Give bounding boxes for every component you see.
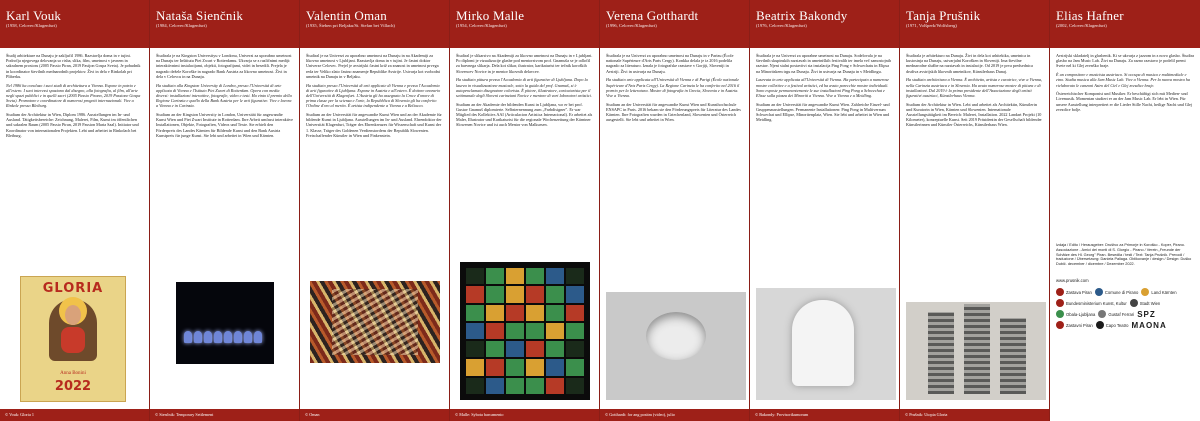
bio-german: Studium an der Kingston University in London, Universität für angewandte Kunst Wien und Piet Zwart Institute in Rotterdam. Ihre Arbeit umfasst interaktive Installationen, Objekte, Fotografien, Videos und Texte. Sie erhielt den Förderpreis des Landes Kärnten für Bildende Kunst und den Bank Austria Kunstpreis für junge Kunst. Sie lebt und arbeitet in Wien und Kärnten. bbox=[156, 112, 293, 138]
panel-header bbox=[750, 0, 899, 48]
bio-italian: Ha studiato alla Kingston University di Londra, presso l'Università di arte applicata di Vienna e l'Istituto Piet Zwart di Rotterdam. Opera con media diversi: installazioni interattive, fotografie, video e testi. Ha vinto il premio della Regione Carinzia e quello della Bank Austria per le arti figurative. Vive e lavora a Vienna e in Carinzia. bbox=[156, 82, 292, 109]
artist-name: Elias Hafner bbox=[1056, 8, 1124, 23]
artist-birth: (1935, Šteben pri Beljaku/St. Stefan bei Villach) bbox=[306, 23, 395, 28]
bio-italian: Nel 1986 ha concluso i suoi studi di architettura a Vienna. Espone in patria e all'estero. I suoi interessi spaziano dal disegno, alla fotografia, al film, all'arte negli spazi pubblici e in quelli sacri (2005 Passio Pirano, 2019 Passione Gospa Sveta). Promotore e coordinatore di numerosi progetti internazionali. Vive a Rinkole presso Bleiburg. bbox=[6, 82, 141, 109]
photo-caption: © Malle: Sybota barcamento bbox=[450, 409, 600, 421]
bio-slovene: Študiral je slikarstvo na Akademiji za likovno umetnost na Dunaju in v Ljubljani. Po diplomi je vizualizacije glasbe pod mentorstvom prof. Gnamuša se je odločil za barvnega slikarja. Dela kot slikar, ilustrator, karikaturist ter tečnik koroških Slovencev Novice in je mentor likovnih delavcev. bbox=[456, 53, 593, 74]
tower-sculpture bbox=[1000, 318, 1026, 394]
bio-italian: Laureata in arte applicata all'Università di Vienna. Ha partecipato a numerose mostre collettive e a festival artistici, ed ha avuto parecchie mostre individuali. Sono esposte permanentemente le sue installazioni Ping Pong a Schwechat e Elisse sulla piazza dei Minoriti a Vienna. Vive a Vienna e a Meidling. bbox=[756, 77, 889, 98]
panel-header bbox=[1050, 0, 1200, 48]
tower-sculpture bbox=[928, 312, 954, 394]
artwork-image bbox=[310, 281, 440, 363]
bio-german: Österreichischer Komponist und Musiker. Er beschäftigt sich mit Medien- und Livemusik. Momentan studiert er an der Jam Music Lab. Er lebt in Wien. Für unsere Ausstellung interpretiert er die Lieder Stille Nacht, heilige Nacht und Glej zvezdice bolje. bbox=[1056, 91, 1193, 112]
photo-caption: © Bakondy: Provisorikumorum bbox=[750, 409, 900, 421]
sponsor-logo: Bundesministerium Kunst, Kultur bbox=[1056, 299, 1127, 307]
bio-slovene: Študirala je na Univerzi za uporabne umetnost na Dunaju. Sodelovala je na številnih skupinskih razstavah in umetniških festivalih ter imela več samostojnih razstav. Njeni stalni postavitvi sta instalacija Ping Pong v Schwechatu in Elipsa na Minoritskem trgu na Dunaju. Živi in ustvarja na Dunaju in v Meidlingu. bbox=[756, 53, 892, 74]
artwork-title: GLORIA bbox=[42, 281, 104, 296]
bio-slovene: Avstrijski skladatelj in glasbenik. Ki se ukvarja z jazzom in z novo glasbo. Študira glasbo na Jam Music Lab. Živi na Dunaju. Za razno razstavo je podelil premi Svete nel ki Glej zvenško braje. bbox=[1056, 53, 1194, 69]
panel-header bbox=[150, 0, 299, 48]
tower-sculpture bbox=[964, 304, 990, 394]
artwork-image bbox=[606, 292, 746, 400]
bio-slovene: Študij arhitekture na Dunaju je zaključil 1986. Razstavlja doma in v tujini. Področja njegovega delovanja so risba, slika, film, umetnost v javnem in sakralnem prostoru (2005 Passio Piran, 2019 Pasijon Gospa Sveta). Je pobudnik in koordinator številnih mednarodnih projektov. Živi in dela v Rinkolah pri Pliberku. bbox=[6, 53, 141, 79]
artwork-image bbox=[460, 262, 590, 400]
photo-caption: © Gotthardt: for ang positm (video), julio bbox=[600, 409, 750, 421]
artist-panel-prusnik bbox=[900, 0, 1050, 421]
bio-slovene: Študirala je na Univerzi za uporabno umetnost na Dunaju in v Parizu (École nationale Supérieure d'Arts Paris Cergy). Konkka delala je iz 2016 podelila nagrado za literaturo. Iznala je fotografske razstave v Gorjiji, Sloveniji in Avstriji. Živi in ustvarja na Dunaju. bbox=[606, 53, 734, 74]
sponsor-logo: Stadt Wien bbox=[1130, 299, 1160, 307]
sponsor-logo: Zastavni Piran bbox=[1056, 321, 1093, 329]
photo-caption: © Sienčnik: Temporary Settlement bbox=[150, 409, 300, 421]
bio-german: Studium der Architektur in Wien. Lebt und arbeitet als Architektin, Künstlerin und Kuratorin in Wien, Kärnten und Slowenien. Internationale Ausstellungstätigkeit im Bereich: Malerei, Installation. 2022 Landart Projekt (10 Kilometer), konzeptuelle Kunst. Seit 2019 Präsidentin der Gesellschaft bildender Künstlerinnen und Künstler Österreichs, Künstlerhaus Wien. bbox=[906, 101, 1042, 128]
artist-name: Tanja Prušnik bbox=[906, 8, 981, 23]
artist-name: Karl Vouk bbox=[6, 8, 62, 23]
bio-slovene: Študirala je na Kingston Universityu v Londonu, Univerzi za uporabno umetnost na Dunaju ter Inštitutu Piet Zwart v Rotterdamu. Ukvarja se z različnimi mediji: interaktivnimi instalacijami, objekti, fotografijami, videi in besedili. Prejela je nagrado dežele Koroške in nagrado Bank Austria za likovno umetnost. Živi in dela v Celovcu in na Dunaju. bbox=[156, 53, 292, 79]
bio-german: Studium der Architektur in Wien, Diplom 1986. Ausstellungen im In- und Ausland. Tätigkeitsbereiche: Zeichnung, Malerei, Film, Kunst im öffentlichen und sakralen Raum (2005 Passio Piran, 2019 Passion Maria Saal). Initiator und Koordinator von internationalen Projekten. Lebt und arbeitet in Rinkolach bei Bleiburg. bbox=[6, 112, 139, 138]
artist-panel-oman bbox=[300, 0, 450, 421]
photo-caption: © Vouk: Gloria 1 bbox=[0, 409, 150, 421]
artist-name: Valentin Oman bbox=[306, 8, 387, 23]
artist-birth: (1958, Celovec/Klagenfurt) bbox=[6, 23, 57, 28]
artist-birth: (1996, Celovec/Klagenfurt) bbox=[606, 23, 657, 28]
photo-caption: © Prušnik: Utopia Gloria bbox=[900, 409, 1050, 421]
artist-birth: (1971, Volšperk/Wolfsberg) bbox=[906, 23, 957, 28]
artwork-image bbox=[176, 282, 274, 364]
bio-italian: È un compositore e musicista austriaco. Si occupa di musica e multimediale e etno. Studia musica alla Jam Music Lab. Vive a Vienna. Per la nuova mostra ha rielaborato le canzoni Astro del Ciel e Glej zvezdice braje. bbox=[1056, 72, 1190, 88]
colophon: Izdaja / Edito / Herausgeber: Društvo za Primorje in Koroško - Koper, Pirano. Associazione - Amici dei monti di S. Giorgio - Pirano / Verein „Freunde der Schätze des Hl. Georg" Piran. Besedila / testi / Text: Tanja Prušnik. Prevodi / traduzione / Übersetzung: Daniela Paliaga. Oblikovanje / design / Design: Duško Dubič. december / dicembre / Dezember 2022. bbox=[1056, 243, 1192, 267]
draped-figure bbox=[792, 300, 854, 386]
website-link[interactable]: www.prusnik.com bbox=[1056, 278, 1089, 283]
artist-panel-gotthardt bbox=[600, 0, 750, 421]
artist-panel-hafner bbox=[1050, 0, 1200, 421]
panel-header bbox=[450, 0, 599, 48]
sponsor-logo: Comune di Pirano bbox=[1095, 288, 1139, 296]
artist-birth: (1976, Celovec/Klagenfurt) bbox=[756, 23, 807, 28]
bio-italian: Ha studiato arte applicata all'Università di Vienna e di Parigi (École nationale Supérieure d'Arts Paris Cergy). La Regione Carinzia le ha conferito nel 2016 il premio per la letteratura. Mostre di fotografia in Grecia, Slovenia e in Austria. Vive a Vienna. bbox=[606, 77, 740, 98]
artist-panel-malle bbox=[450, 0, 600, 421]
sponsor-logo: Obala-Ljubljana bbox=[1056, 310, 1095, 318]
bio-german: Studium an der Universität für angewandte Kunst Wien und an der Akademie für bildende Kunst in Ljubljana. Ausstellungen im In- und Ausland. Ehrendoktor der Universität Klagenfurt, Träger des Ehrenkreuzes für Wissenschaft und Kunst der 1. Klasse, Träger des Goldenen Verdienstordens der Republik Slowenien. Freischaffender Künstler in Wien und Finkenstein. bbox=[306, 112, 442, 138]
artwork-image bbox=[20, 276, 126, 402]
artist-panel-siencnik bbox=[150, 0, 300, 421]
bio-german: Studium an der Akademie der bildenden Kunst in Ljubljana, wo er bei prof. Gustav Gnamuš diplomierte. Selbsternennung zum „Farbdisigner". Er war Mitglied des Kollektivs AAI (Articulacion Artistica Internacional). Er arbeitet als Maler, Illustrator und Karikaturist für die regionale Wochenzeitung der Kärntner Slowenen Novice und ist auch Mentor von Malkursen. bbox=[456, 101, 593, 128]
panel-header bbox=[0, 0, 149, 48]
sponsor-logo: Zastava Piran bbox=[1056, 288, 1092, 296]
artwork-image bbox=[906, 302, 1046, 400]
sculpture-shape bbox=[646, 312, 706, 360]
cross-mosaic bbox=[466, 268, 584, 394]
sponsor-logo: SPZ bbox=[1137, 309, 1156, 319]
glowing-tents bbox=[184, 330, 266, 344]
bio-slovene: Študirala je arhitekturo na Dunaju. Živi in dela kot arhitektka, umetnica in kustosinja na Dunaju, ustvarjalni Korošken in Sloveniji. Ima številne mednarodne službe na razstavah in instalacije. Od 2019 je prva predsednica društva avstrijskih likovnih umetnikov, Künstlerhaus Dunaj. bbox=[906, 53, 1033, 74]
face-shape bbox=[65, 305, 81, 325]
bio-slovene: Študiral je na Univerzi za uporabno umetnost na Dunaju in na Akademiji za likovno umetnost v Ljubljani. Razstavlja doma in v tujini. Je častni doktor Univerze Celovec. Prejel je avstrijski častni križ za znanost in umetnost prvega reda ter Veliko zlato častno znamenje Republike Avstrije. Ustvarja kot svobodni umetnik na Dunaju in v Beljaku. bbox=[306, 53, 440, 79]
bio-german: Studium an der Universität für angewandte Kunst Wien. Zahlreiche Einzel- und Gruppenausstellungen. Permanente Installationen: Ping Pong in Multiversum Schwechat und Ellipse, Minoritenplatz, Wien. Sie lebt und arbeitet in Wien und Meidling. bbox=[756, 101, 890, 123]
bio-italian: Ha studiato presso l'Università di arti applicate di Vienna e presso l'Accademia di arti figurative di Ljubljana. Espone in Austria e all'estero. È dottore onorario dell'Università di Klagenfurt. L'Austria gli ha assegnato la Croce d'onore di prima classe per la scienza e l'arte, la Repubblica di Slovenia gli ha conferito l'Ordine d'oro al merito. È artista indipendente a Vienna e a Beliacco. bbox=[306, 82, 441, 109]
bio-italian: Ha studiato pittura presso l'Accademia di arti figurative di Ljubljana. Dopo la laurea in visualizzazione musicale, sotto la guida del prof. Gnamuš, si è autoproclamato disegnatore colorista. È pittore, illustratore, caricaturista per il settimanale degli Sloveni carinziani Novice e mentore di vari laboratori artistici. bbox=[456, 77, 592, 98]
child-figure bbox=[61, 327, 85, 353]
bio-german: Studium an der Universität für angewandte Kunst Wien und Kunsthochschule ENSAPC in Paris. 2016 bekam sie den Förderungspreis für Literatur des Landes Kärnten. Ihre Fotografien wurden in Griechenland, Slowenien und Österreich ausgestellt. Sie lebt und arbeitet in Wien. bbox=[606, 101, 741, 123]
artist-name: Verena Gotthardt bbox=[606, 8, 699, 23]
artist-name: Nataša Sienčnik bbox=[156, 8, 244, 23]
panel-header bbox=[300, 0, 449, 48]
sponsor-logo: Land Kärnten bbox=[1141, 288, 1176, 296]
sponsor-logos bbox=[1056, 288, 1194, 408]
panel-header bbox=[600, 0, 749, 48]
sponsor-logo: Gustaf Ferrari bbox=[1098, 310, 1134, 318]
sponsor-logo: Capo Teatro bbox=[1096, 321, 1129, 329]
sponsor-logo: MAONA bbox=[1131, 320, 1167, 330]
artwork-image bbox=[756, 288, 896, 400]
artist-birth: (1954, Celovec/Klagenfurt) bbox=[456, 23, 507, 28]
artwork-year: 2022 bbox=[54, 379, 92, 394]
panel-header bbox=[900, 0, 1049, 48]
artwork-author: Anna Bonini bbox=[60, 371, 86, 376]
artist-name: Mirko Malle bbox=[456, 8, 525, 23]
artist-panel-bakondy bbox=[750, 0, 900, 421]
artist-name: Beatrix Bakondy bbox=[756, 8, 848, 23]
artist-birth: (2002, Celovec/Klagenfurt) bbox=[1056, 23, 1107, 28]
artist-birth: (1984, Celovec/Klagenfurt) bbox=[156, 23, 207, 28]
photo-caption: © Oman bbox=[300, 409, 450, 421]
bio-italian: Ha studiato architettura a Vienna. È architetto, artista e curatrice, vive a Vienna, nella Carinzia austriaca e in Slovenia. Ha avuto numerose mostre di pittura e di installazioni. Dal 2019 è la prima presidente dell'Associazione degli artisti figurativi austriaci, Künstlerhaus Vienna. bbox=[906, 77, 1043, 98]
artist-panel-vouk bbox=[0, 0, 150, 421]
